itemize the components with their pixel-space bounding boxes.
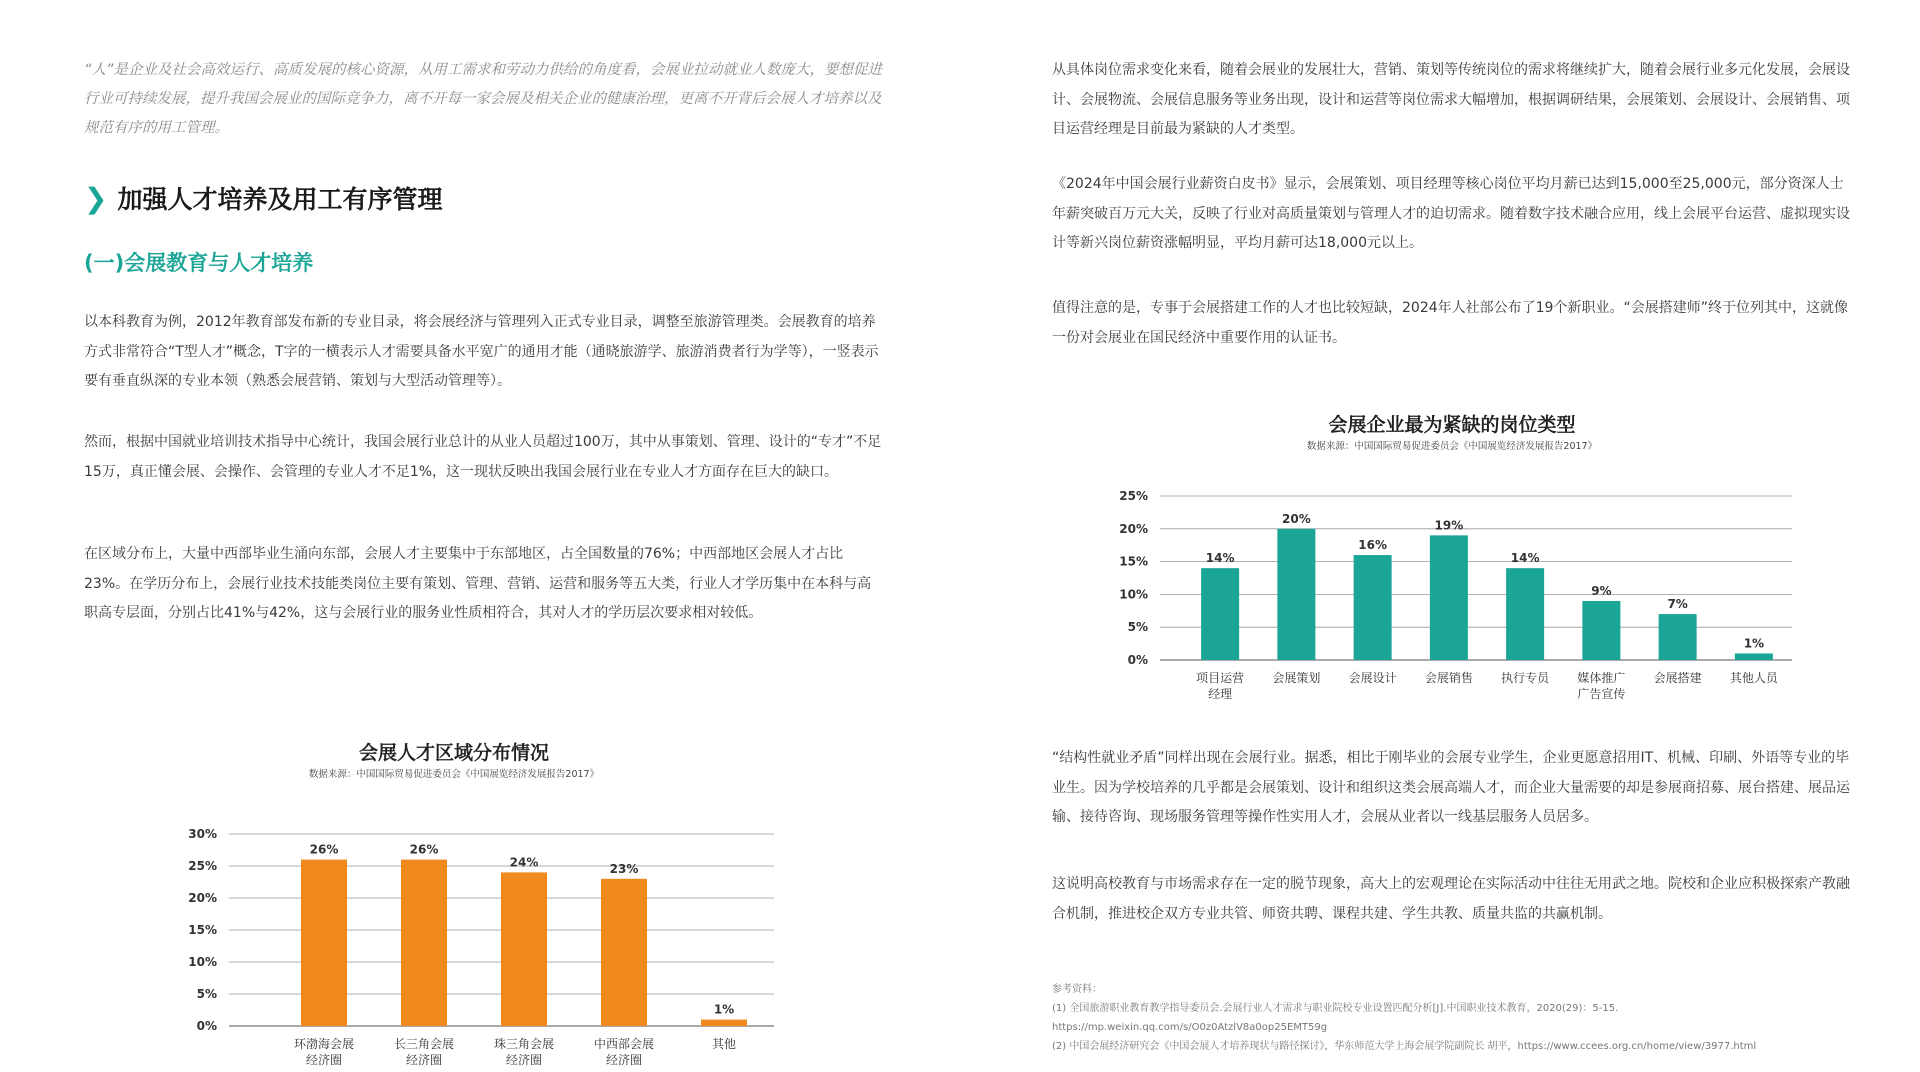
bar-chart (84, 730, 824, 1070)
x-tick-label: 中西部会展 (593, 1037, 655, 1051)
chevron-right-icon: ❯ (84, 181, 108, 215)
x-tick-label: 会展策划 (1272, 671, 1321, 685)
bar (701, 1020, 747, 1026)
y-tick-label: 5% (1127, 620, 1148, 635)
paragraph: 值得注意的是，专事于会展搭建工作的人才也比较短缺，2024年人社部公布了19个新职业。“会展搭建师”终于位列其中，这就像一份对会展业在国民经济中重要作用的认证书。 (1052, 300, 1848, 346)
x-tick-label: 广告宣传 (1577, 687, 1626, 701)
bar (601, 879, 647, 1026)
data-label: 20% (1282, 511, 1311, 526)
references (1052, 980, 1852, 1056)
x-tick-label: 经济圈 (605, 1053, 643, 1067)
x-tick-label: 经济圈 (505, 1053, 543, 1067)
data-label: 7% (1667, 597, 1688, 612)
data-label: 9% (1591, 583, 1612, 598)
x-tick-label: 经理 (1208, 687, 1233, 701)
reference-link[interactable]: https://mp.weixin.qq.com/s/O0z0AtzlV8a0op25EMT59g (1052, 1022, 1328, 1033)
y-tick-label: 15% (188, 923, 217, 937)
x-tick-label: 环渤海会展 (293, 1037, 355, 1051)
reference-item: (2) 中国会展经济研究会《中国会展人才培养现状与路径探讨》，华东师范大学上海会展学院副院长 胡平，https://www.ccees.org.cn/home/view/3977.html (1052, 1041, 1757, 1052)
y-tick-label: 5% (196, 987, 217, 1001)
data-label: 1% (1743, 636, 1765, 651)
bar (301, 860, 347, 1026)
paragraph: 《2024年中国会展行业薪资白皮书》显示，会展策划、项目经理等核心岗位平均月薪已达到15,000至25,000元，部分资深人士年薪突破百万元大关，反映了行业对高质量策划与管理人才的迫切需求。随着数字技术融合应用，线上会展平台运营、虚拟现实设计等新兴岗位薪资涨幅明显，平均月薪可达18,000元以上。 (1052, 176, 1850, 251)
data-label: 14% (1510, 551, 1540, 566)
data-label: 14% (1205, 551, 1235, 566)
chart-region-distribution (84, 730, 824, 1070)
x-tick-label: 珠三角会展 (493, 1037, 555, 1051)
chart-source: 数据来源：中国国际贸易促进委员会《中国展览经济发展报告2017》 (308, 769, 600, 780)
chart-source: 数据来源：中国国际贸易促进委员会《中国展览经济发展报告2017》 (1306, 441, 1598, 452)
x-tick-label: 会展销售 (1424, 671, 1473, 685)
references-heading: 参考资料： (1052, 984, 1102, 995)
x-tick-label: 执行专员 (1501, 671, 1550, 685)
data-label: 1% (713, 1002, 735, 1017)
paragraph: 从具体岗位需求变化来看，随着会展业的发展壮大，营销、策划等传统岗位的需求将继续扩大，随着会展行业多元化发展，会展设计、会展物流、会展信息服务等业务出现，设计和运营等岗位需求大幅增加，根据调研结果，会展策划、会展设计、会展销售、项目运营经理是目前最为紧缺的人才类型。 (1052, 62, 1850, 137)
bar (501, 872, 547, 1026)
y-tick-label: 30% (188, 827, 217, 841)
paragraph: 这说明高校教育与市场需求存在一定的脱节现象，高大上的宏观理论在实际活动中往往无用武之地。院校和企业应积极探索产教融合机制，推进校企双方专业共管、师资共聘、课程共建、学生共教、质量共监的共赢机制。 (1052, 876, 1850, 922)
y-tick-label: 0% (1127, 653, 1148, 667)
section-title (84, 180, 442, 216)
x-tick-label: 其他人员 (1729, 671, 1778, 685)
section-title-text: 加强人才培养及用工有序管理 (117, 185, 443, 214)
bar (1354, 555, 1392, 660)
reference-item: (1) 全国旅游职业教育教学指导委员会.会展行业人才需求与职业院校专业设置匹配分析[J].中国职业技术教育，2020(29)：5-15. (1052, 1003, 1619, 1014)
data-label: 26% (309, 842, 339, 857)
data-label: 23% (609, 861, 639, 876)
intro-quote: “人”是企业及社会高效运行、高质发展的核心资源，从用工需求和劳动力供给的角度看，会展业拉动就业人数庞大，要想促进行业可持续发展，提升我国会展业的国际竞争力，离不开每一家会展及相关企业的健康治理，更离不开背后会展人才培养以及规范有序的用工管理。 (84, 62, 883, 136)
y-tick-label: 10% (188, 955, 217, 969)
bar-chart (1052, 408, 1852, 708)
paragraph: “结构性就业矛盾”同样出现在会展行业。据悉，相比于刚毕业的会展专业学生，企业更愿意招用IT、机械、印刷、外语等专业的毕业生。因为学校培养的几乎都是会展策划、设计和组织这类会展高端人才，而企业大量需要的却是参展商招募、展台搭建、展品运输、接待咨询、现场服务管理等操作性实用人才，会展从业者以一线基层服务人员居多。 (1052, 750, 1850, 825)
data-label: 26% (409, 842, 439, 857)
y-tick-label: 10% (1119, 587, 1148, 602)
chart-job-shortage (1052, 408, 1852, 708)
bar (1582, 601, 1620, 660)
y-tick-label: 20% (1119, 521, 1148, 536)
bar (1201, 568, 1239, 660)
bar (1659, 614, 1697, 660)
y-tick-label: 25% (1119, 489, 1148, 503)
x-tick-label: 项目运营 (1196, 671, 1245, 685)
x-tick-label: 经济圈 (305, 1053, 343, 1067)
data-label: 24% (509, 855, 539, 870)
y-tick-label: 15% (1119, 554, 1148, 569)
chart-title: 会展企业最为紧缺的岗位类型 (1328, 414, 1576, 436)
chart-title: 会展人才区域分布情况 (358, 742, 549, 764)
y-tick-label: 0% (196, 1019, 217, 1033)
y-tick-label: 20% (188, 891, 217, 905)
paragraph: 以本科教育为例，2012年教育部发布新的专业目录，将会展经济与管理列入正式专业目录，调整至旅游管理类。会展教育的培养方式非常符合“T型人才”概念，T字的一横表示人才需要具备水平宽广的通用才能（通晓旅游学、旅游消费者行为学等），一竖表示要有垂直纵深的专业本领（熟悉会展营销、策划与大型活动管理等）。 (84, 314, 879, 389)
bar (1506, 568, 1544, 660)
x-tick-label: 会展设计 (1348, 671, 1397, 685)
bar (1430, 535, 1468, 660)
bar (1735, 653, 1773, 660)
paragraph: 然而，根据中国就业培训技术指导中心统计，我国会展行业总计的从业人员超过100万，其中从事策划、管理、设计的“专才”不足15万，真正懂会展、会操作、会管理的专业人才不足1%，这一现状反映出我国会展行业在专业人才方面存在巨大的缺口。 (84, 434, 882, 480)
subsection-title: (一)会展教育与人才培养 (84, 251, 314, 275)
x-tick-label: 经济圈 (405, 1053, 443, 1067)
x-tick-label: 媒体推广 (1577, 671, 1626, 685)
data-label: 19% (1434, 518, 1464, 533)
y-tick-label: 25% (188, 859, 217, 873)
paragraph: 在区域分布上，大量中西部毕业生涌向东部，会展人才主要集中于东部地区，占全国数量的76%；中西部地区会展人才占比23%。在学历分布上，会展行业技术技能类岗位主要有策划、管理、营销、运营和服务等五大类，行业人才学历集中在本科与高职高专层面，分别占比41%与42%，这与会展行业的服务业性质相符合，其对人才的学历层次要求相对较低。 (84, 546, 872, 621)
bar (1277, 529, 1315, 660)
data-label: 16% (1358, 538, 1387, 553)
bar (401, 860, 447, 1026)
x-tick-label: 长三角会展 (393, 1037, 455, 1051)
x-tick-label: 会展搭建 (1653, 671, 1702, 685)
x-tick-label: 其他 (711, 1037, 737, 1051)
